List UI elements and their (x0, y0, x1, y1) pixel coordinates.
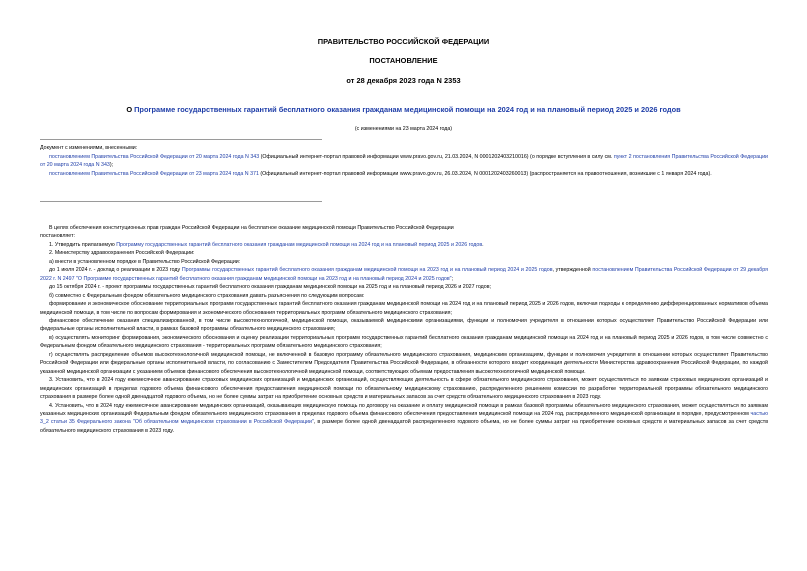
divider-top (40, 139, 322, 140)
document-date-number: от 28 декабря 2023 года N 2353 (346, 76, 461, 85)
changes-block (40, 144, 768, 178)
paragraph-2a-item-1: до 1 июля 2024 г. - доклад о реализации в 2023 году Программы государственных гарантий бесплатного оказания гражданам медицинской помощи на 2023 год и на плановый период 2024 и 2025 годов, утвержденной постановлением Правительства Российской Федерации от 29 декабря 2022 г. N 2497 "О Программе государственных гарантий бесплатного оказания гражданам медицинской помощи на 2023 год и на плановый период 2024 и 2025 годов"; (40, 267, 769, 282)
change-item-2: постановлением Правительства Российской Федерации от 23 марта 2024 года N 371 (Официальный интернет-портал правовой информации www.pravo.gov.ru, 26.03.2024, N 0001202403260013) (распространяется на правоотношения, возникшие с 1 января 2024 года). (49, 170, 712, 177)
decree-2497-link[interactable]: постановлением Правительства Российской Федерации от 29 декабря 2022 г. N 2497 "О Программе государственных гарантий бесплатного оказания гражданам медицинской помощи на 2023 год и на плановый период 2024 и 2025 годов" (40, 267, 769, 282)
paragraph-1: 1. Утвердить прилагаемую Программу государственных гарантий бесплатного оказания гражданам медицинской помощи на 2024 год и на плановый период 2025 и 2026 годов. (49, 241, 484, 248)
program-title-link[interactable]: Программе государственных гарантий бесплатного оказания гражданам медицинской помощи на 2024 год и на плановый период 2025 и 2026 годов (134, 105, 681, 114)
federal-law-link[interactable]: частью 3_2 статьи 35 Федерального закона "Об обязательном медицинском страховании в Российской Федерации" (40, 410, 768, 426)
paragraph-2: 2. Министерству здравоохранения Российской Федерации: (49, 250, 195, 257)
change-item-1-link[interactable]: постановлением Правительства Российской Федерации от 20 марта 2024 года N 343 (49, 153, 260, 160)
document-subject (20, 105, 787, 114)
decree-body (40, 224, 768, 435)
paragraph-resolves: постановляет: (40, 233, 75, 240)
paragraph-2b-item-2: финансовое обеспечение оказания специализированной, в том числе высокотехнологичной, медицинской помощи, оказываемой медицинскими организациями, функции и полномочия учредителя в отношении которых осуществляет Правительство Российской Федерации или федеральные органы исполнительной власти, в рамках базовой программы обязательного медицинского страхования; (40, 317, 768, 333)
program-approval-link[interactable]: Программу государственных гарантий бесплатного оказания гражданам медицинской помощи на 2024 год и на плановый период 2025 и 2026 годов (116, 241, 483, 248)
paragraph-2a: а) внести в установленном порядке в Правительство Российской Федерации: (49, 258, 241, 265)
paragraph-2b-item-1: формирование и экономическое обоснование территориальных программ государственных гарантий бесплатного оказания гражданам медицинской помощи на 2024 год и на плановый период 2025 и 2026 годов, включая подходы к определению дифференцированных нормативов объема медицинской помощи, в том числе по вопросам формирования и экономического обоснования территориальных программ обязательного медицинского страхования; (40, 301, 768, 316)
program-2023-link[interactable]: Программы государственных гарантий бесплатного оказания гражданам медицинской помощи на 2023 год и на плановый период 2024 и 2025 годов (181, 267, 553, 274)
paragraph-3: 3. Установить, что в 2024 году ежемесячное авансирование страховых медицинских организаций и медицинских организаций, осуществляющих деятельность в сфере обязательного медицинского страхования, может осуществляться по заявкам страховых медицинских организаций и медицинских организаций в пределах годового объема финансового обеспечения предоставления медицинской помощи по обязательному медицинскому страхованию, распределенного решением комиссии по разработке территориальной программы обязательного медицинского страхования в размере более одной двенадцатой годового объема, но не более суммы затрат на приобретение основных средств и материальных запасов за счет средств обязательного медицинского страхования в 2023 году. (40, 377, 768, 401)
divider-bottom (40, 201, 322, 202)
paragraph-2d: г) осуществлять распределение объемов высокотехнологичной медицинской помощи, не включенной в базовую программу обязательного медицинского страхования, медицинским организациям, функции и полномочия учредителя в отношении которых осуществляет Правительство Российской Федерации или федеральные органы исполнительной власти, по согласованию с Заместителем Председателя Правительства Российской Федерации, в обязанности которого входит координация деятельности Министерства здравоохранения Российской Федерации, по каждой указанной медицинской организации с указанием объемов финансового обеспечения высокотехнологичной медицинской помощи, соответствующих объемам предоставления высокотехнологичной медицинской помощи. (40, 351, 768, 375)
changes-intro: Документ с изменениями, внесенными: (40, 145, 138, 151)
paragraph-2c: в) осуществлять мониторинг формирования, экономического обоснования и оценку реализации территориальных программ государственных гарантий бесплатного оказания гражданам медицинской помощи на 2024 год и на плановый период 2025 и 2026 годов, в том числе совместно с Федеральным фондом обязательного медицинского страхования - территориальных программ обязательного медицинского страхования; (40, 334, 768, 350)
edition-note: (с изменениями на 23 марта 2024 года) (354, 126, 453, 132)
paragraph-4: 4. Установить, что в 2024 году ежемесячное авансирование медицинских организаций, оказывающих медицинскую помощь по договору на оказание и оплату медицинской помощи в рамках базовой программы обязательного медицинского страхования, может осуществляться по заявкам указанных медицинских организаций Федеральным фондом обязательного медицинского страхования в пределах годового объема финансового обеспечения предоставления медицинской помощи на 2024 год, распределенного медицинской организации в порядке, предусмотренном частью 3_2 статьи 35 Федерального закона "Об обязательном медицинском страховании в Российской Федерации", в размере более одной двенадцатой распределенного годового объема, но не более суммы затрат на приобретение основных средств и материальных запасов за счет средств обязательного медицинского страхования в 2023 году. (40, 402, 769, 434)
document-type: ПОСТАНОВЛЕНИЕ (369, 56, 438, 65)
government-title: ПРАВИТЕЛЬСТВО РОССИЙСКОЙ ФЕДЕРАЦИИ (317, 37, 490, 46)
change-item-1: постановлением Правительства Российской Федерации от 20 марта 2024 года N 343 (Официальный интернет-портал правовой информации www.pravo.gov.ru, 21.03.2024, N 0001202403210016) (о порядке вступления в силу см. пункт 2 постановления Правительства Российской Федерации от 20 марта 2024 года N 343); (40, 153, 768, 169)
paragraph-2b: б) совместно с Федеральным фондом обязательного медицинского страхования давать разъяснения по следующим вопросам: (49, 292, 365, 299)
paragraph-preamble: В целях обеспечения конституционных прав граждан Российской Федерации на бесплатное оказание медицинской помощи Правительство Российской Федерации (49, 225, 454, 231)
subject-prefix: О (126, 105, 135, 114)
change-item-2-link[interactable]: постановлением Правительства Российской Федерации от 23 марта 2024 года N 371 (49, 170, 259, 177)
change-item-1-link-2[interactable]: пункт 2 постановления Правительства Российской Федерации от 20 марта 2024 года N 343 (40, 153, 768, 169)
paragraph-2a-item-2: до 15 октября 2024 г. - проект программы государственных гарантий бесплатного оказания гражданам медицинской помощи на 2025 год и на плановый период 2026 и 2027 годов; (49, 284, 491, 291)
